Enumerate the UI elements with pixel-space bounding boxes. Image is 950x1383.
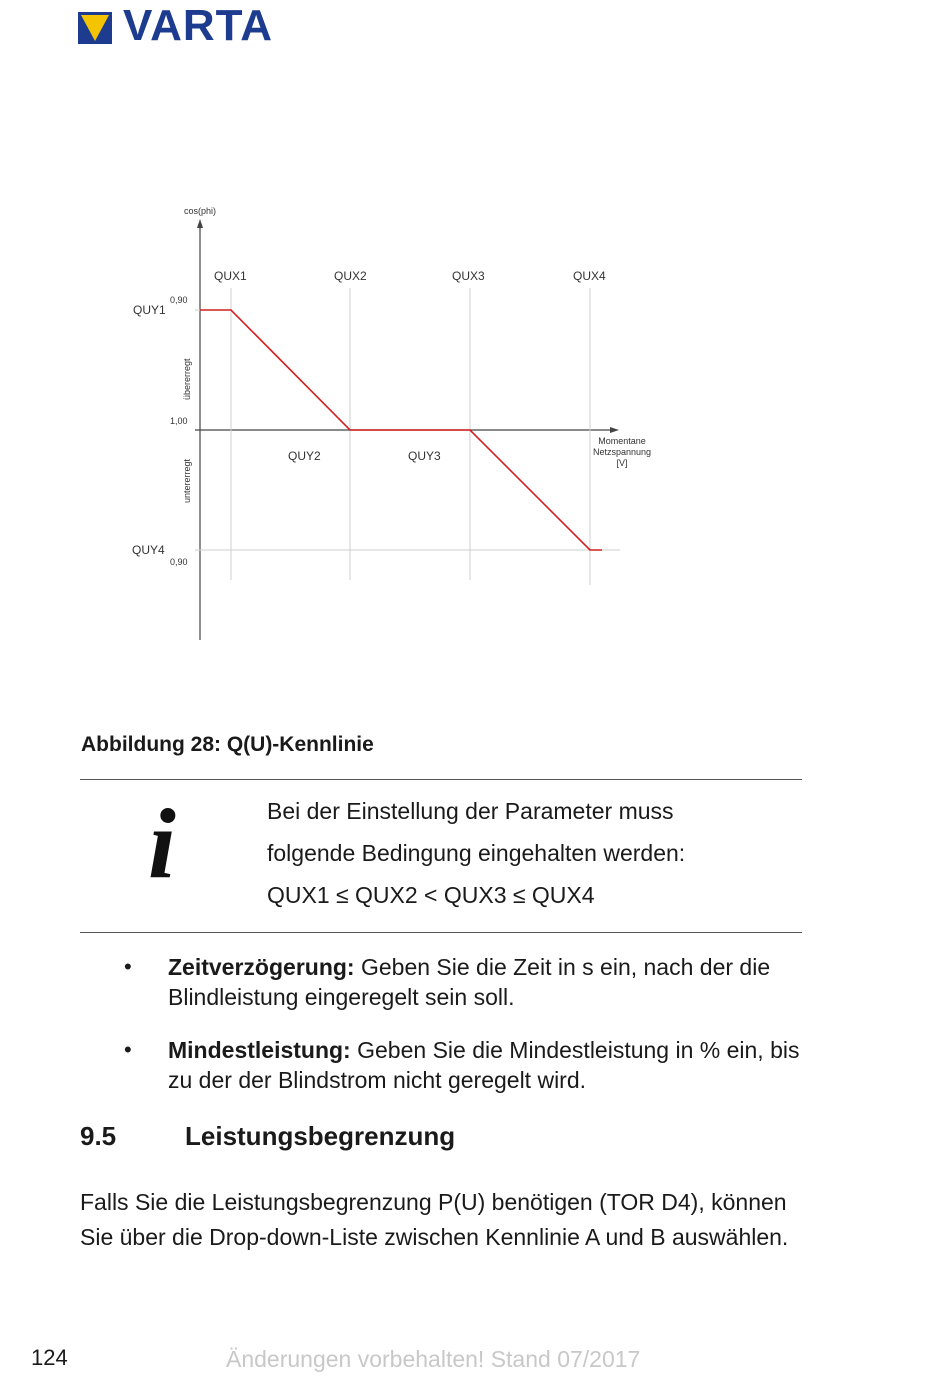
info-line-2: folgende Bedingung eingehalten werden:	[267, 840, 686, 866]
bullet-icon: •	[124, 954, 132, 979]
x-axis-label-line2: Netzspannung	[592, 447, 652, 457]
section-paragraph: Falls Sie die Leistungsbegrenzung P(U) benötigen (TOR D4), können Sie über die Drop-down-Liste zwischen Kennlinie A und B auswählen.	[80, 1189, 789, 1250]
tick-mid: 1,00	[170, 416, 188, 426]
bullet-icon: •	[124, 1037, 132, 1062]
y-axis-label: cos(phi)	[184, 206, 217, 216]
y-axis-arrow	[197, 219, 203, 228]
tick-lower: 0,90	[170, 557, 188, 567]
list-item-description: Geben Sie die Zeit in s ein, nach der die Blindleistung eingeregelt sein soll.	[168, 954, 771, 1010]
figure-caption: Abbildung 28: Q(U)-Kennlinie	[81, 733, 374, 756]
label-qux4: QUX4	[573, 269, 606, 283]
label-quy4: QUY4	[132, 543, 165, 557]
info-icon: i	[148, 788, 176, 899]
section-title: Leistungsbegrenzung	[185, 1121, 456, 1151]
region-upper-label: übererregt	[182, 358, 192, 400]
info-condition: QUX1 ≤ QUX2 < QUX3 ≤ QUX4	[267, 882, 595, 908]
qu-characteristic-chart	[120, 200, 680, 650]
list-item-text	[168, 952, 828, 1012]
list-item-term: Zeitverzögerung:	[168, 954, 355, 980]
x-axis-arrow	[610, 427, 619, 433]
label-quy2: QUY2	[288, 449, 321, 463]
footer-note: Änderungen vorbehalten! Stand 07/2017	[226, 1346, 641, 1372]
label-qux2: QUX2	[334, 269, 367, 283]
section-number: 9.5	[80, 1121, 117, 1151]
x-axis-label-line1: Momentane	[598, 436, 646, 446]
tick-upper: 0,90	[170, 295, 188, 305]
label-quy3: QUY3	[408, 449, 441, 463]
x-axis-label-line3: [V]	[616, 458, 628, 468]
varta-logo-mark	[78, 12, 118, 52]
region-lower-label: untererregt	[182, 458, 192, 503]
info-line-1: Bei der Einstellung der Parameter muss	[267, 798, 674, 824]
logo-text: VARTA	[123, 1, 274, 50]
label-quy1: QUY1	[133, 303, 166, 317]
label-qux1: QUX1	[214, 269, 247, 283]
list-item-term: Mindestleistung:	[168, 1037, 351, 1063]
info-box-bottom-rule	[80, 932, 802, 933]
page-number: 124	[31, 1345, 68, 1370]
list-item-text	[168, 1035, 828, 1095]
list-item-description: Geben Sie die Mindestleistung in % ein, bis zu der der Blindstrom nicht geregelt wird.	[168, 1037, 800, 1093]
label-qux3: QUX3	[452, 269, 485, 283]
info-box-top-rule	[80, 779, 802, 780]
